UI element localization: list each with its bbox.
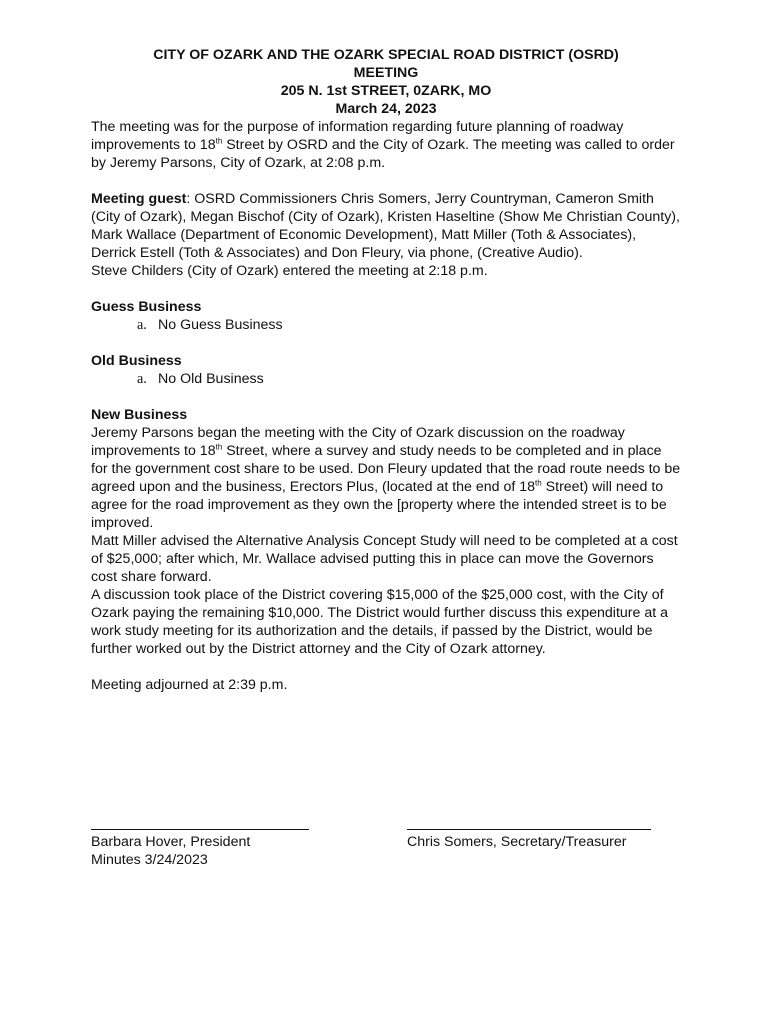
signature-block-left	[91, 829, 309, 869]
new-business-paragraph-3: A discussion took place of the District covering $15,000 of the $25,000 cost, with the City of Ozark paying the remaining $10,000. The District would further discuss this expenditure at a work study meeting for its authorization and the details, if passed by the District, would be further worked out by the District attorney and the City of Ozark attorney.	[91, 587, 668, 657]
late-entry: Steve Childers (City of Ozark) entered the meeting at 2:18 p.m.	[91, 263, 488, 279]
guests-label: Meeting guest	[91, 191, 187, 207]
list-item: a. No Old Business	[137, 371, 264, 387]
header-date: March 24, 2023	[335, 101, 437, 117]
signature-line	[91, 829, 309, 830]
header-address: 205 N. 1st STREET, 0ZARK, MO	[280, 83, 492, 99]
new-business-heading: New Business	[91, 407, 188, 423]
list-item: a. No Guess Business	[137, 317, 283, 333]
document-header	[91, 46, 681, 118]
minutes-date: Minutes 3/24/2023	[91, 852, 208, 868]
guess-business-heading: Guess Business	[91, 299, 202, 315]
signer-name: Barbara Hover, President	[91, 834, 251, 850]
guests-paragraph: Meeting guest: OSRD Commissioners Chris Somers, Jerry Countryman, Cameron Smith (City of Ozark), Megan Bischof (City of Ozark), Kristen Haseltine (Show Me Christian County), Mark Wallace (Department of Economic Development), Matt Miller (Toth & Associates), Derrick Estell (Toth & Associates) and Don Fleury, via phone, (Creative Audio).	[91, 191, 680, 261]
new-business-paragraph-2: Matt Miller advised the Alternative Analysis Concept Study will need to be completed at a cost of $25,000; after which, Mr. Wallace advised putting this in place can move the Governors cost share forward.	[91, 533, 678, 585]
old-business-heading: Old Business	[91, 353, 182, 369]
header-title: CITY OF OZARK AND THE OZARK SPECIAL ROAD DISTRICT (OSRD)	[153, 47, 619, 63]
signature-block-right	[407, 829, 651, 851]
header-meeting: MEETING	[353, 65, 419, 81]
new-business-paragraph-1: Jeremy Parsons began the meeting with the City of Ozark discussion on the roadway improvements to 18th Street, where a survey and study needs to be completed and in place for the government cost share to be used. Don Fleury updated that the road route needs to be agreed upon and the business, Erectors Plus, (located at the end of 18th Street) will need to agree for the road improvement as they own the [property where the intended street is to be improved.	[91, 425, 681, 531]
signer-name: Chris Somers, Secretary/Treasurer	[407, 834, 627, 850]
intro-paragraph: The meeting was for the purpose of information regarding future planning of roadway improvements to 18th Street by OSRD and the City of Ozark. The meeting was called to order by Jeremy Parsons, City of Ozark, at 2:08 p.m.	[91, 119, 675, 171]
document-body	[91, 46, 681, 694]
adjourned-text: Meeting adjourned at 2:39 p.m.	[91, 677, 288, 693]
signature-line	[407, 829, 651, 830]
